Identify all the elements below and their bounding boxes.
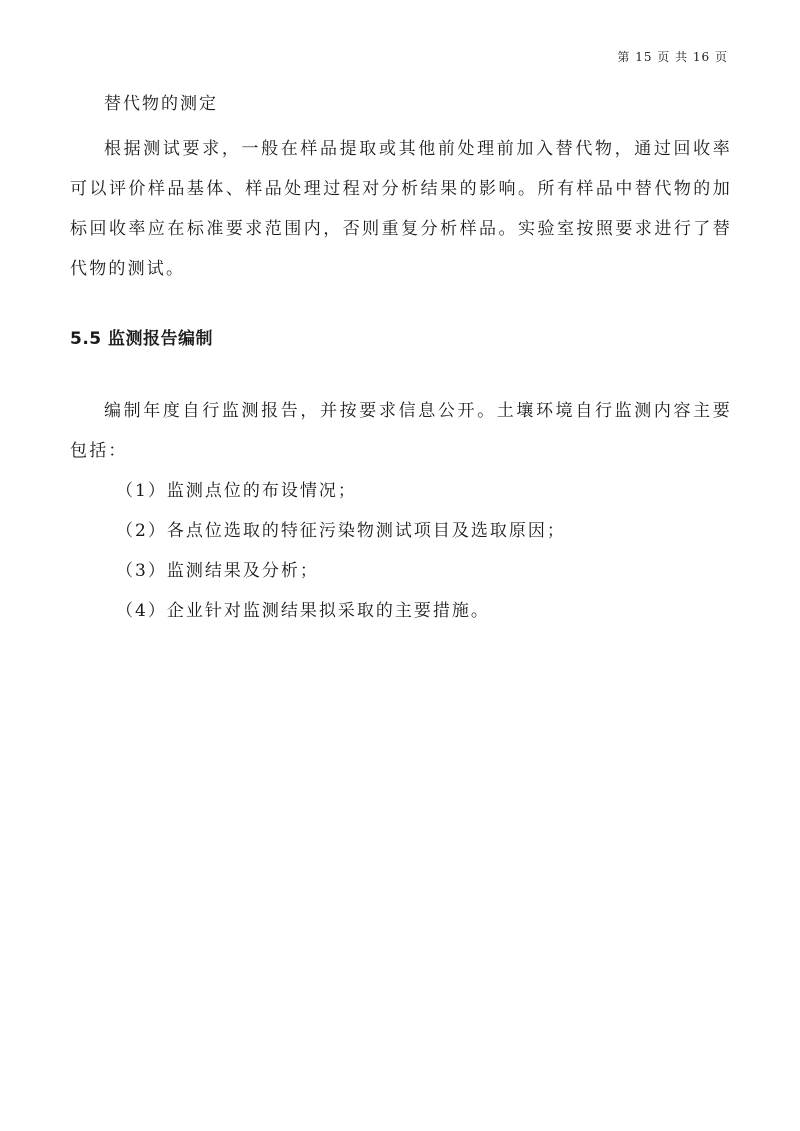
section-intro: 编制年度自行监测报告，并按要求信息公开。土壤环境自行监测内容主要包括：	[70, 401, 732, 461]
surrogate-paragraph: 根据测试要求，一般在样品提取或其他前处理前加入替代物，通过回收率可以评价样品基体、样品处理过程对分析结果的影响。所有样品中替代物的加标回收率应在标准要求范围内，否则重复分析样品。实验室按照要求进行了替代物的测试。	[70, 139, 732, 279]
page-number: 第 15 页 共 16 页	[617, 50, 728, 64]
list-item: （3）监测结果及分析；	[116, 561, 319, 581]
list-item: （4）企业针对监测结果拟采取的主要措施。	[116, 601, 490, 621]
content-list	[70, 471, 732, 631]
section-heading: 5.5 监测报告编制	[70, 329, 214, 349]
document-body	[70, 88, 732, 631]
list-item: （1）监测点位的布设情况；	[116, 481, 357, 501]
surrogate-heading: 替代物的测定	[104, 94, 218, 114]
list-item: （2）各点位选取的特征污染物测试项目及选取原因；	[116, 521, 566, 541]
